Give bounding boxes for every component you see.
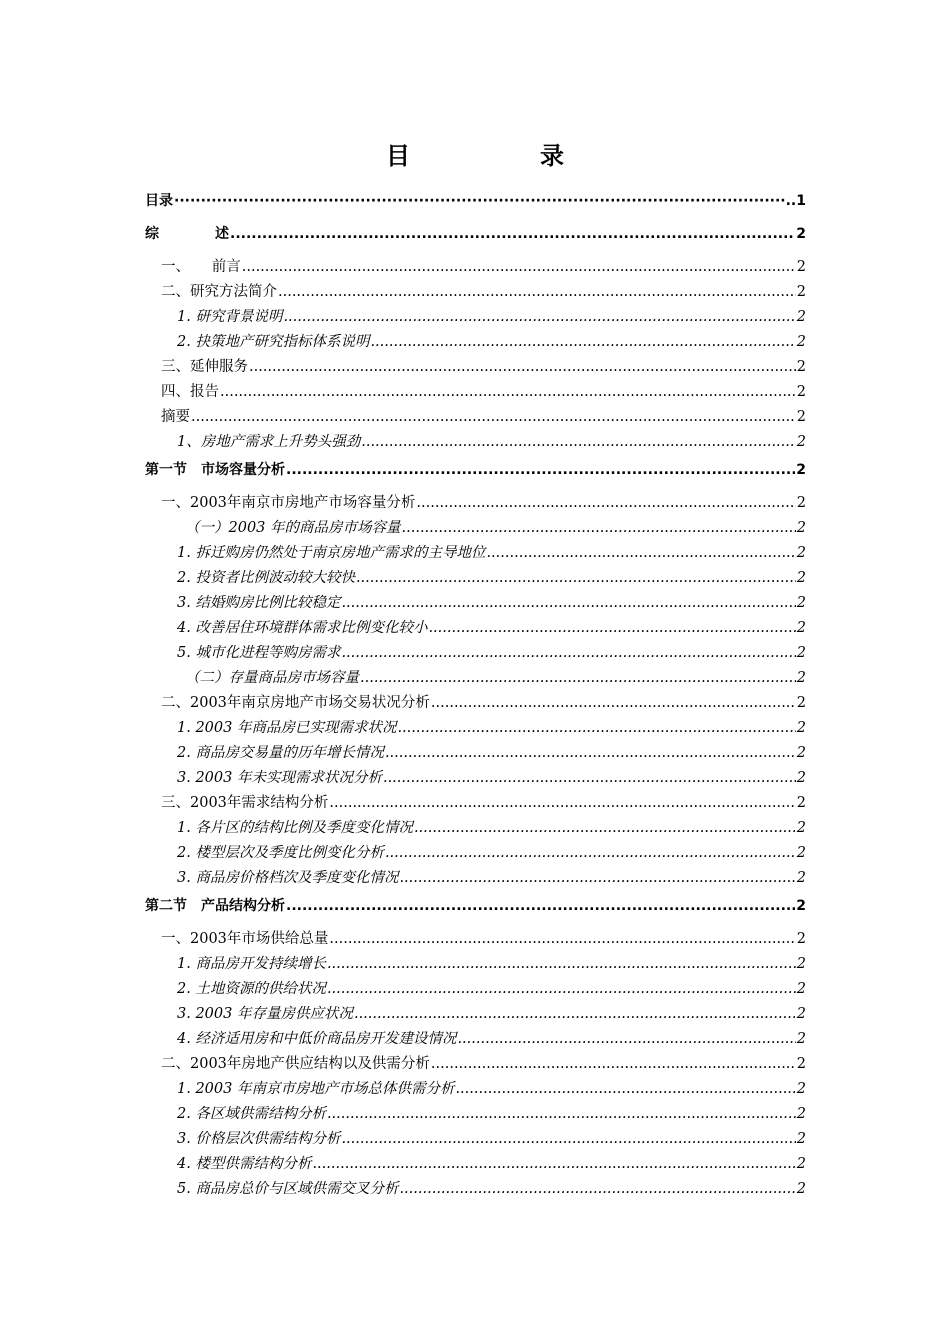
toc-entry-title: 3. 2003 年未实现需求状况分析	[177, 770, 382, 786]
toc-page-number: 2	[796, 1106, 806, 1122]
toc-leader-dots	[329, 927, 795, 952]
toc-leader-dots	[397, 716, 795, 741]
toc-page-number: 2	[796, 870, 806, 886]
toc-entry[interactable]	[145, 1177, 806, 1202]
toc-page-number: 2	[796, 384, 806, 400]
toc-entry-title: 1、房地产需求上升势头强劲	[177, 434, 361, 450]
toc-leader-dots	[360, 666, 796, 691]
toc-entry-title: 2. 楼型层次及季度比例变化分析	[177, 845, 384, 861]
toc-entry-title: 1. 商品房开发持续增长	[177, 956, 326, 972]
toc-entry[interactable]	[145, 1052, 806, 1077]
toc-entry-title: 一、2003年南京市房地产市场容量分析	[161, 495, 416, 511]
toc-leader-dots	[242, 255, 796, 280]
toc-entry-title: 3. 商品房价格档次及季度变化情况	[177, 870, 399, 886]
toc-page-number: 2	[796, 898, 806, 914]
toc-entry-title: 1. 各片区的结构比例及季度变化情况	[177, 820, 413, 836]
toc-leader-dots	[354, 1002, 796, 1027]
toc-entry-title: 三、2003年需求结构分析	[161, 795, 329, 811]
toc-leader-dots	[428, 616, 795, 641]
toc-entry-title: 3. 价格层次供需结构分析	[177, 1131, 341, 1147]
toc-entry-title: 4. 楼型供需结构分析	[177, 1156, 312, 1172]
toc-page-number: 2	[796, 670, 806, 686]
toc-entry[interactable]	[145, 841, 806, 866]
toc-entry-title: 3. 2003 年存量房供应状况	[177, 1006, 353, 1022]
table-of-contents	[145, 186, 806, 1202]
toc-entry-title: 四、报告	[161, 384, 219, 400]
toc-entry-title: 一、 前言	[161, 259, 241, 275]
toc-entry[interactable]	[145, 1152, 806, 1177]
toc-leader-dots	[341, 1127, 795, 1152]
toc-leader-dots	[356, 566, 796, 591]
toc-page-number: 2	[796, 570, 806, 586]
toc-page-number: 2	[796, 309, 806, 325]
toc-entry-title: 一、2003年市场供给总量	[161, 931, 329, 947]
toc-page-number: 2	[796, 1006, 806, 1022]
toc-entry-title: 第一节 市场容量分析	[145, 462, 285, 478]
toc-leader-dots	[370, 330, 795, 355]
toc-leader-dots	[402, 516, 796, 541]
toc-entry[interactable]	[145, 380, 806, 405]
toc-leader-dots	[431, 1052, 796, 1077]
toc-entry-title: 目录	[145, 193, 173, 209]
toc-entry-title: 摘要	[161, 409, 190, 425]
toc-page-number: 2	[796, 595, 806, 611]
toc-page-number: 2	[796, 620, 806, 636]
toc-page-number: 2	[796, 284, 806, 300]
toc-leader-dots	[220, 380, 796, 405]
toc-entry[interactable]	[145, 666, 806, 691]
toc-page-number: 2	[796, 820, 806, 836]
toc-entry-title: 4. 改善居住环境群体需求比例变化较小	[177, 620, 428, 636]
toc-entry[interactable]	[145, 430, 806, 455]
toc-page-number: 2	[796, 1031, 806, 1047]
toc-leader-dots	[431, 691, 796, 716]
toc-entry-title: 2. 抉策地产研究指标体系说明	[177, 334, 370, 350]
title-left: 目	[386, 142, 410, 170]
toc-page-number: 2	[796, 495, 806, 511]
toc-page-number: ..1	[785, 193, 806, 209]
toc-page-number: 2	[796, 1181, 806, 1197]
toc-entry[interactable]	[145, 1077, 806, 1102]
toc-entry[interactable]	[145, 1127, 806, 1152]
toc-leader-dots	[286, 894, 795, 919]
toc-leader-dots	[230, 222, 795, 247]
toc-leader-dots	[249, 355, 796, 380]
toc-entry-title: 4. 经济适用房和中低价商品房开发建设情况	[177, 1031, 457, 1047]
toc-page-number: 2	[796, 795, 806, 811]
toc-entry-title: （二）存量商品房市场容量	[185, 670, 359, 686]
toc-entry-title: 1. 2003 年南京市房地产市场总体供需分析	[177, 1081, 455, 1097]
toc-entry[interactable]	[145, 516, 806, 541]
toc-entry[interactable]	[145, 866, 806, 891]
toc-leader-dots	[174, 189, 785, 214]
toc-entry[interactable]	[145, 766, 806, 791]
toc-entry[interactable]	[145, 255, 806, 280]
toc-leader-dots	[486, 541, 795, 566]
toc-leader-dots	[327, 952, 796, 977]
toc-entry-title: 1. 2003 年商品房已实现需求状况	[177, 720, 397, 736]
toc-page-number: 2	[796, 695, 806, 711]
toc-entry[interactable]	[145, 491, 806, 516]
toc-page-number: 2	[796, 545, 806, 561]
toc-entry[interactable]	[145, 616, 806, 641]
toc-page-number: 2	[796, 1081, 806, 1097]
toc-page-number: 2	[796, 1131, 806, 1147]
toc-entry-title: 2. 土地资源的供给状况	[177, 981, 326, 997]
toc-entry-title: 3. 结婚购房比例比较稳定	[177, 595, 341, 611]
toc-entry[interactable]	[145, 591, 806, 616]
toc-entry[interactable]	[145, 691, 806, 716]
toc-page-number: 2	[796, 720, 806, 736]
toc-page-number: 2	[796, 981, 806, 997]
toc-entry-title: 2. 各区域供需结构分析	[177, 1106, 326, 1122]
toc-entry-title: 第二节 产品结构分析	[145, 898, 285, 914]
toc-leader-dots	[327, 977, 796, 1002]
toc-entry-title: 5. 商品房总价与区域供需交叉分析	[177, 1181, 399, 1197]
toc-entry-title: 二、研究方法简介	[161, 284, 277, 300]
toc-entry-title: 综 述	[145, 226, 229, 242]
toc-entry[interactable]	[145, 330, 806, 355]
toc-page-number: 2	[796, 770, 806, 786]
toc-entry-title: （一）2003 年的商品房市场容量	[185, 520, 401, 536]
toc-entry[interactable]	[145, 952, 806, 977]
toc-leader-dots	[385, 841, 796, 866]
toc-page-number: 2	[796, 845, 806, 861]
toc-entry[interactable]	[145, 977, 806, 1002]
toc-entry[interactable]	[145, 816, 806, 841]
toc-entry[interactable]	[145, 222, 806, 247]
toc-page-number: 2	[796, 226, 806, 242]
toc-page-number: 2	[796, 645, 806, 661]
toc-entry-title: 二、2003年南京房地产市场交易状况分析	[161, 695, 430, 711]
toc-leader-dots	[327, 1102, 796, 1127]
toc-page-number: 2	[796, 409, 806, 425]
toc-leader-dots	[329, 791, 795, 816]
toc-leader-dots	[455, 1077, 795, 1102]
toc-leader-dots	[341, 641, 795, 666]
toc-leader-dots	[399, 866, 795, 891]
toc-entry-title: 2. 商品房交易量的历年增长情况	[177, 745, 384, 761]
toc-entry[interactable]	[145, 280, 806, 305]
toc-entry-title: 三、延伸服务	[161, 359, 248, 375]
toc-entry[interactable]	[145, 641, 806, 666]
toc-leader-dots	[383, 766, 796, 791]
toc-page-number: 2	[796, 1056, 806, 1072]
toc-entry-title: 5. 城市化进程等购房需求	[177, 645, 341, 661]
toc-entry[interactable]	[145, 927, 806, 952]
toc-leader-dots	[457, 1027, 795, 1052]
toc-entry[interactable]	[145, 1102, 806, 1127]
toc-entry[interactable]	[145, 716, 806, 741]
toc-leader-dots	[278, 280, 796, 305]
toc-entry[interactable]	[145, 458, 806, 483]
toc-entry-title: 2. 投资者比例波动较大较快	[177, 570, 355, 586]
toc-page-number: 2	[796, 359, 806, 375]
toc-entry[interactable]	[145, 1027, 806, 1052]
toc-leader-dots	[416, 491, 795, 516]
toc-leader-dots	[385, 741, 796, 766]
toc-entry[interactable]	[145, 1002, 806, 1027]
toc-leader-dots	[191, 405, 796, 430]
toc-page-number: 2	[796, 956, 806, 972]
toc-page-number: 2	[796, 259, 806, 275]
toc-entry[interactable]	[145, 305, 806, 330]
toc-leader-dots	[361, 430, 796, 455]
toc-entry-title: 1. 拆迁购房仍然处于南京房地产需求的主导地位	[177, 545, 486, 561]
toc-leader-dots	[312, 1152, 795, 1177]
toc-page-number: 2	[796, 745, 806, 761]
toc-entry[interactable]	[145, 541, 806, 566]
toc-leader-dots	[283, 305, 795, 330]
toc-entry[interactable]	[145, 355, 806, 380]
page-title	[0, 136, 950, 171]
toc-page-number: 2	[796, 462, 806, 478]
toc-leader-dots	[286, 458, 795, 483]
toc-entry[interactable]	[145, 741, 806, 766]
toc-leader-dots	[399, 1177, 795, 1202]
toc-page-number: 2	[796, 1156, 806, 1172]
toc-leader-dots	[341, 591, 795, 616]
toc-page-number: 2	[796, 931, 806, 947]
toc-entry-title: 二、2003年房地产供应结构以及供需分析	[161, 1056, 430, 1072]
toc-entry[interactable]	[145, 566, 806, 591]
toc-entry[interactable]	[145, 791, 806, 816]
toc-page-number: 2	[796, 334, 806, 350]
title-right: 录	[540, 142, 564, 170]
toc-entry[interactable]	[145, 189, 806, 214]
toc-entry-title: 1. 研究背景说明	[177, 309, 283, 325]
toc-leader-dots	[414, 816, 796, 841]
toc-entry[interactable]	[145, 894, 806, 919]
toc-entry[interactable]	[145, 405, 806, 430]
toc-page-number: 2	[796, 434, 806, 450]
toc-page-number: 2	[796, 520, 806, 536]
